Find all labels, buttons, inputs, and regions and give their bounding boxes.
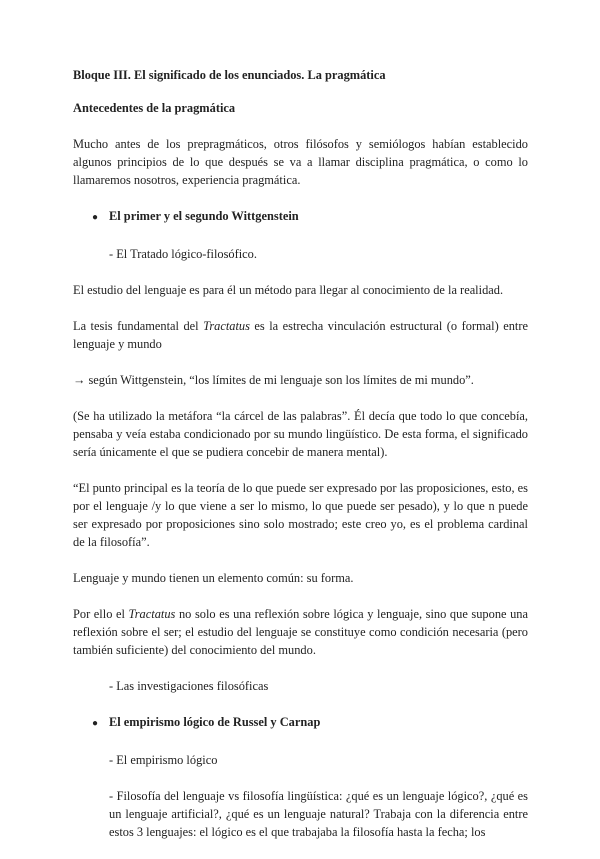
text-span: La tesis fundamental del	[73, 319, 204, 333]
italic-title: Tractatus	[203, 319, 250, 333]
text-span: Por ello el	[73, 607, 129, 621]
bullet-dot-icon: ●	[92, 212, 99, 223]
subitem-investigaciones: - Las investigaciones filosóficas	[109, 679, 269, 693]
section-heading: Antecedentes de la pragmática	[73, 101, 236, 115]
paragraph-forma: Lenguaje y mundo tienen un elemento común: su forma.	[73, 571, 354, 585]
intro-paragraph: Mucho antes de los prepragmáticos, otros filósofos y semiólogos habían establecido algunos principios de lo que después se va a llamar disciplina pragmática, o como lo llamaremos nosotros, experiencia pragmática.	[73, 137, 528, 187]
paragraph-tesis	[73, 317, 528, 353]
text-span: es la estrecha vinculación estructural (o formal) entre lenguaje y mundo	[73, 319, 528, 351]
paragraph-metafora: (Se ha utilizado la metáfora “la cárcel de las palabras”. Él decía que todo lo que concebía, pensaba y veía estaba condicionado por su mundo lingüístico. De esta forma, el significado sería únicamente el que se pudiera concebir de manera mental).	[73, 409, 528, 459]
text-span: no solo es una reflexión sobre lógica y lenguaje, sino que supone una reflexión sobre el ser; el estudio del lenguaje se constituye como condición necesaria (pero también suficiente) del conocimiento del mundo.	[73, 607, 528, 657]
subitem-empirismo-logico: - El empirismo lógico	[109, 753, 218, 767]
bullet-text: El empirismo lógico de Russel y Carnap	[109, 715, 321, 729]
bullet-dot-icon: ●	[92, 718, 99, 729]
bullet-wittgenstein	[92, 207, 528, 227]
subitem-filosofia-lenguaje: - Filosofía del lenguaje vs filosofía lingüística: ¿qué es un lenguaje lógico?, ¿qué es un lenguaje artificial?, ¿qué es un lenguaje natural? Trabaja con la diferencia entre estos 3 lenguajes: el lógico es el que trabajaba la filosofía hasta la fecha; los	[109, 789, 528, 839]
document-body	[73, 66, 528, 859]
paragraph-estudio: El estudio del lenguaje es para él un método para llegar al conocimiento de la realidad.	[73, 283, 504, 297]
bullet-empirismo	[92, 713, 528, 733]
bullet-text: El primer y el segundo Wittgenstein	[109, 209, 299, 223]
paragraph-limites: → según Wittgenstein, “los límites de mi lenguaje son los límites de mi mundo”.	[73, 373, 474, 387]
paragraph-reflexion	[73, 605, 528, 659]
subitem-tratado: - El Tratado lógico-filosófico.	[109, 247, 257, 261]
paragraph-cita: “El punto principal es la teoría de lo que puede ser expresado por las proposiciones, esto, es por el lenguaje /y lo que viene a ser lo mismo, lo que puede ser pesado), y lo que n puede ser expresado por proposiciones sino solo mostrado; este creo yo, es el problema cardinal de la filosofía”.	[73, 481, 528, 549]
document-title: Bloque III. El significado de los enunciados. La pragmática	[73, 68, 386, 82]
italic-title: Tractatus	[128, 607, 176, 621]
